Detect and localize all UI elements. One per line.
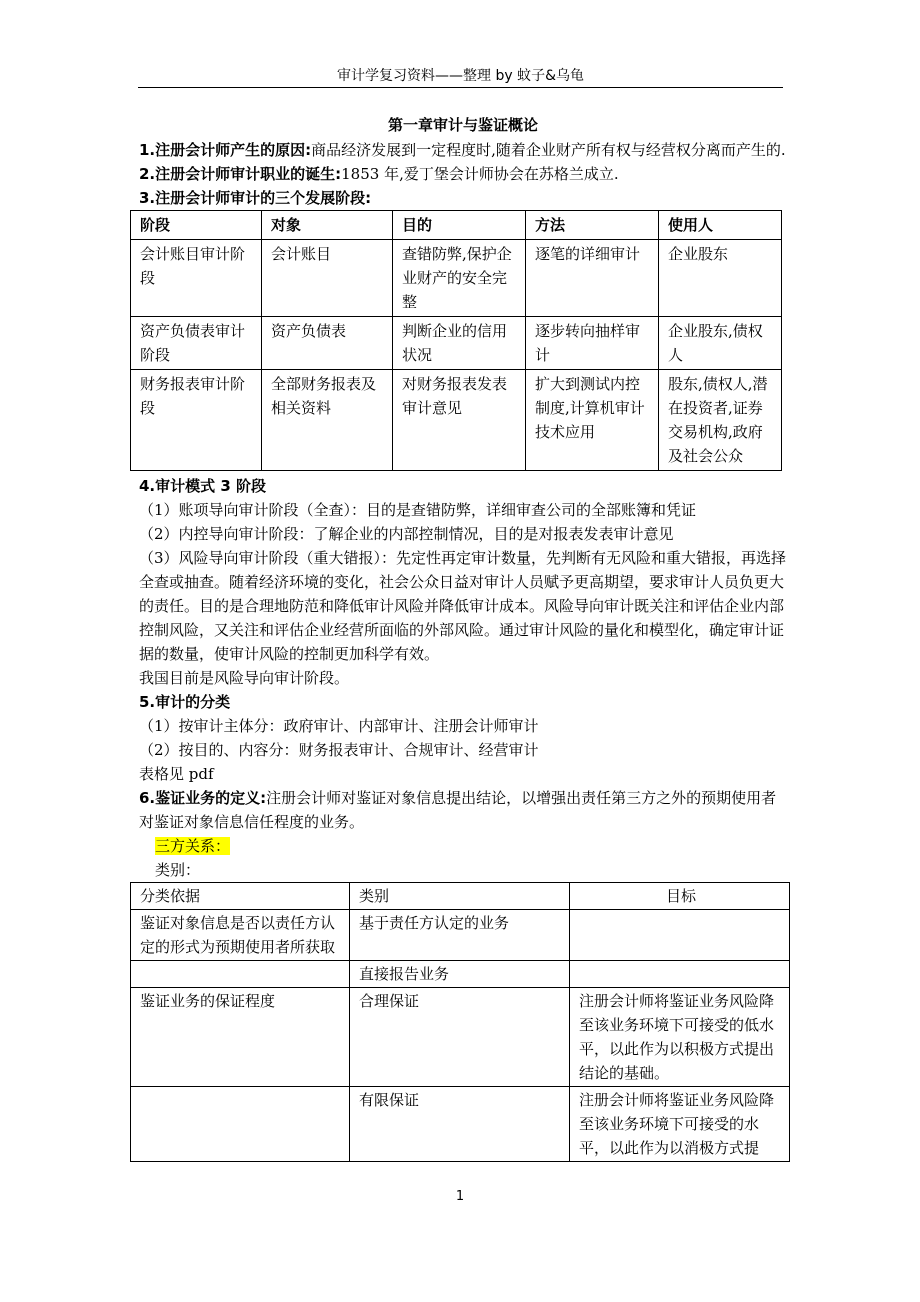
table-cell: 注册会计师将鉴证业务风险降至该业务环境下可接受的低水平，以此作为以积极方式提出结论的基础。 <box>570 988 790 1087</box>
section-4 <box>139 474 787 498</box>
table-cell: 会计账目审计阶段 <box>131 240 262 317</box>
table-row <box>131 240 782 317</box>
list-item: （2）内控导向审计阶段：了解企业的内部控制情况，目的是对报表发表审计意见 <box>139 525 674 543</box>
table-cell: 鉴证对象信息是否以责任方认定的形式为预期使用者所获取 <box>131 910 350 961</box>
table-cell <box>570 910 790 961</box>
chapter-title: 第一章审计与鉴证概论 <box>387 116 538 134</box>
table-cell: 对财务报表发表审计意见 <box>393 370 526 471</box>
section-1-text: 商品经济发展到一定程度时,随着企业财产所有权与经营权分离而产生的. <box>311 141 786 159</box>
assurance-table <box>130 882 790 1162</box>
table-cell: 合理保证 <box>350 988 570 1087</box>
table-row <box>131 317 782 370</box>
section-1-label: 1.注册会计师产生的原因: <box>139 141 312 159</box>
section-6-text: 注册会计师对鉴证对象信息提出结论，以增强出责任第三方之外的预期使用者对鉴证对象信息信任程度的业务。 <box>139 789 777 831</box>
highlighted-text: 三方关系： <box>155 837 231 855</box>
table-cell: 股东,债权人,潜在投资者,证券交易机构,政府及社会公众 <box>659 370 782 471</box>
page-number: 1 <box>455 1189 465 1204</box>
section-3-label: 3.注册会计师审计的三个发展阶段: <box>139 189 372 207</box>
table-row <box>131 1087 790 1162</box>
list-item: （3）风险导向审计阶段（重大错报）：先定性再定审计数量，先判断有无风险和重大错报，再选择全查或抽查。随着经济环境的变化，社会公众日益对审计人员赋予更高期望，要求审计人员负更大的责任。目的是合理地防范和降低审计风险并降低审计成本。风险导向审计既关注和评估企业内部控制风险，又关注和评估企业经营所面临的外部风险。通过审计风险的量化和模型化，确定审计证据的数量，使审计风险的控制更加科学有效。 <box>139 549 787 663</box>
section-5-label: 5.审计的分类 <box>139 693 231 711</box>
category-label: 类别： <box>155 861 201 879</box>
table-cell: 全部财务报表及相关资料 <box>262 370 393 471</box>
list-item: （2）按目的、内容分：财务报表审计、合规审计、经营审计 <box>139 741 539 759</box>
table-header-row <box>131 211 782 240</box>
list-item: （1）按审计主体分：政府审计、内部审计、注册会计师审计 <box>139 717 539 735</box>
section-6 <box>139 786 787 834</box>
table-header-cell: 使用人 <box>659 211 782 240</box>
section-4-note: 我国目前是风险导向审计阶段。 <box>139 669 350 687</box>
section-4-label: 4.审计模式 3 阶段 <box>139 477 267 495</box>
table-cell: 扩大到测试内控制度,计算机审计技术应用 <box>526 370 659 471</box>
table-header-cell: 方法 <box>526 211 659 240</box>
table-cell: 判断企业的信用状况 <box>393 317 526 370</box>
table-row <box>131 961 790 988</box>
table-cell: 有限保证 <box>350 1087 570 1162</box>
table-header-cell: 类别 <box>350 883 570 910</box>
table-cell: 企业股东 <box>659 240 782 317</box>
table-cell <box>131 1087 350 1162</box>
section-2-label: 2.注册会计师审计职业的诞生: <box>139 165 342 183</box>
stages-table <box>130 210 782 471</box>
table-cell: 财务报表审计阶段 <box>131 370 262 471</box>
table-cell: 鉴证业务的保证程度 <box>131 988 350 1087</box>
document-body <box>139 112 787 1162</box>
table-cell: 查错防弊,保护企业财产的安全完整 <box>393 240 526 317</box>
table-cell: 逐笔的详细审计 <box>526 240 659 317</box>
section-3 <box>139 186 787 210</box>
list-item: （1）账项导向审计阶段（全查）：目的是查错防弊，详细审查公司的全部账簿和凭证 <box>139 501 697 519</box>
three-party-line <box>139 834 787 858</box>
table-cell: 会计账目 <box>262 240 393 317</box>
table-row <box>131 370 782 471</box>
section-6-label: 6.鉴证业务的定义: <box>139 789 267 807</box>
section-2-text: 1853 年,爱丁堡会计师协会在苏格兰成立. <box>341 165 619 183</box>
table-cell: 注册会计师将鉴证业务风险降至该业务环境下可接受的水平，以此作为以消极方式提 <box>570 1087 790 1162</box>
table-header-cell: 目标 <box>570 883 790 910</box>
table-header-cell: 对象 <box>262 211 393 240</box>
table-cell: 直接报告业务 <box>350 961 570 988</box>
table-header-cell: 阶段 <box>131 211 262 240</box>
table-row <box>131 910 790 961</box>
table-cell: 逐步转向抽样审计 <box>526 317 659 370</box>
table-cell: 资产负债表 <box>262 317 393 370</box>
table-header-cell: 分类依据 <box>131 883 350 910</box>
table-cell: 资产负债表审计阶段 <box>131 317 262 370</box>
section-5 <box>139 690 787 714</box>
table-cell <box>131 961 350 988</box>
table-header-row <box>131 883 790 910</box>
page-header: 审计学复习资料——整理 by 蚊子&乌龟 <box>138 66 783 88</box>
table-header-cell: 目的 <box>393 211 526 240</box>
section-1 <box>139 138 787 162</box>
table-row <box>131 988 790 1087</box>
section-5-note: 表格见 pdf <box>139 765 214 783</box>
table-cell: 企业股东,债权人 <box>659 317 782 370</box>
table-cell <box>570 961 790 988</box>
table-cell: 基于责任方认定的业务 <box>350 910 570 961</box>
section-2 <box>139 162 787 186</box>
